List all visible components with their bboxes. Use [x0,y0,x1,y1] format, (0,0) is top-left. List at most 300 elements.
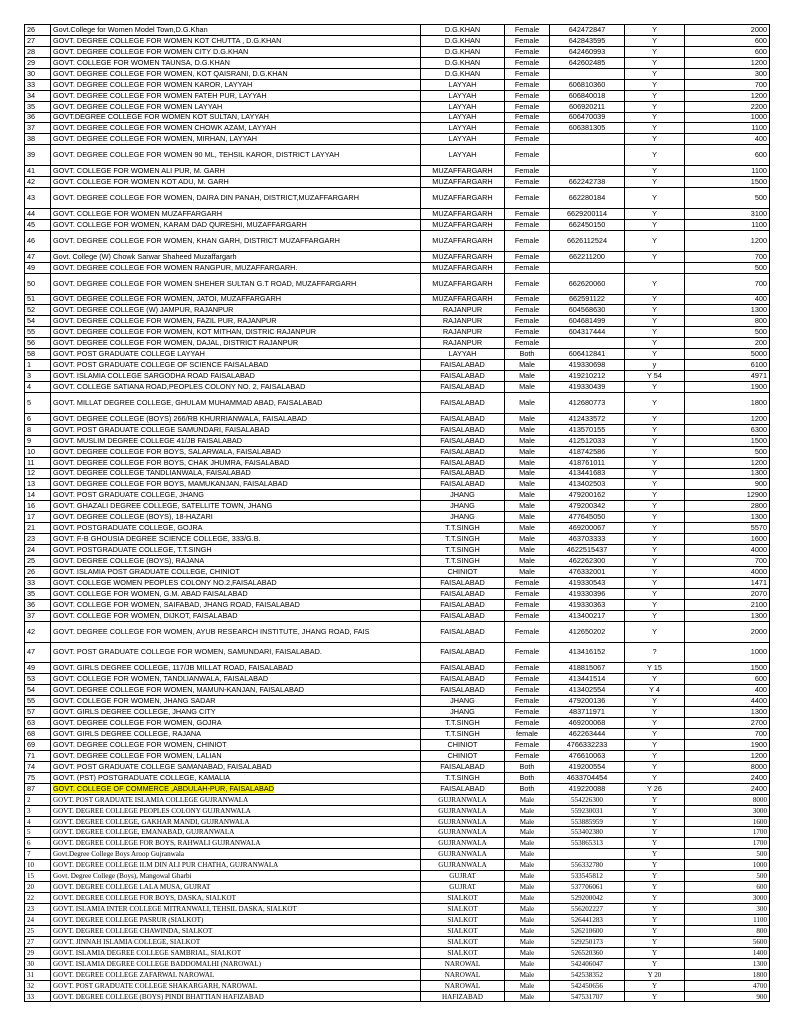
serial-number-cell: 87 [25,783,51,794]
serial-number-cell: 37 [25,610,51,621]
gender-cell: Female [505,46,550,57]
enrollment-cell: 1000 [685,112,770,123]
enrollment-cell: 1600 [685,816,770,827]
district-cell: LAYYAH [421,101,505,112]
status-cell: Y [625,882,685,893]
enrollment-cell: 700 [685,251,770,262]
phone-cell: 419330396 [550,588,625,599]
enrollment-cell: 2070 [685,588,770,599]
table-row [25,534,770,545]
phone-cell: 606810360 [550,79,625,90]
gender-cell: Male [505,371,550,382]
phone-cell: 4622515437 [550,545,625,556]
college-name-cell: GOVT. ISLAMIA DEGREE COLLEGE SAMBRIAL, SIALKOT [51,947,421,958]
college-name-cell: GOVT. DEGREE COLLEGE FOR WOMEN, DAJAL, DISTRICT RAJANPUR [51,338,421,349]
serial-number-cell: 4 [25,816,51,827]
gender-cell: Male [505,947,550,958]
enrollment-cell: 2400 [685,783,770,794]
gender-cell: Female [505,577,550,588]
phone-cell: 412650202 [550,621,625,642]
status-cell: Y [625,750,685,761]
gender-cell: Male [505,882,550,893]
enrollment-cell: 3000 [685,805,770,816]
table-row [25,674,770,685]
enrollment-cell: 1100 [685,219,770,230]
status-cell: Y [625,79,685,90]
enrollment-cell: 400 [685,685,770,696]
gender-cell: Male [505,382,550,393]
serial-number-cell: 32 [25,980,51,991]
district-cell: T.T.SINGH [421,729,505,740]
district-cell: FAISALABAD [421,424,505,435]
serial-number-cell: 30 [25,68,51,79]
status-cell: Y [625,435,685,446]
phone-cell: 642602485 [550,57,625,68]
status-cell: Y [625,273,685,294]
gender-cell: Female [505,123,550,134]
serial-number-cell: 46 [25,230,51,251]
serial-number-cell: 23 [25,534,51,545]
table-row [25,599,770,610]
district-cell: FAISALABAD [421,446,505,457]
college-name-cell: Govt. College (W) Chowk Sarwar Shaheed Muzaffargarh [51,251,421,262]
enrollment-cell: 5600 [685,936,770,947]
phone-cell: 413441514 [550,674,625,685]
enrollment-cell: 5000 [685,349,770,360]
gender-cell: Female [505,599,550,610]
status-cell: Y [625,794,685,805]
table-row [25,707,770,718]
district-cell: GUJRANWALA [421,816,505,827]
phone-cell: 412512033 [550,435,625,446]
gender-cell: Female [505,316,550,327]
phone-cell: 477645050 [550,512,625,523]
enrollment-cell: 1500 [685,663,770,674]
enrollment-cell: 1200 [685,90,770,101]
table-row [25,424,770,435]
enrollment-cell: 500 [685,188,770,209]
district-cell: FAISALABAD [421,382,505,393]
phone-cell: 479200162 [550,490,625,501]
district-cell: LAYYAH [421,145,505,166]
college-name-cell: GOVT. POST GRADUATE COLLEGE SAMUNDARI, FAISALABAD [51,424,421,435]
enrollment-cell: 1300 [685,468,770,479]
phone-cell: 553402380 [550,827,625,838]
table-row [25,750,770,761]
enrollment-cell: 2100 [685,599,770,610]
status-cell: Y [625,392,685,413]
gender-cell: Female [505,588,550,599]
serial-number-cell: 54 [25,316,51,327]
district-cell: GUJRANWALA [421,860,505,871]
table-row [25,794,770,805]
enrollment-cell: 700 [685,79,770,90]
status-cell: Y 20 [625,969,685,980]
district-cell: LAYYAH [421,112,505,123]
college-name-cell: GOVT. POST GRADUATE COLLEGE FOR WOMEN, SAMUNDARI, FAISALABAD. [51,642,421,663]
college-name-cell: GOVT. DEGREE COLLEGE FOR WOMEN RANGPUR, MUZAFFARGARH. [51,262,421,273]
enrollment-cell: 2400 [685,772,770,783]
status-cell: Y [625,816,685,827]
district-cell: D.G.KHAN [421,57,505,68]
status-cell: Y [625,305,685,316]
college-name-cell: GOVT. GIRLS DEGREE COLLEGE, RAJANA [51,729,421,740]
serial-number-cell: 44 [25,208,51,219]
phone-cell: 526520360 [550,947,625,958]
serial-number-cell: 26 [25,566,51,577]
gender-cell: Female [505,621,550,642]
phone-cell: 604568630 [550,305,625,316]
gender-cell: Male [505,457,550,468]
phone-cell: 413400217 [550,610,625,621]
college-name-cell: GOVT. GIRLS DEGREE COLLEGE, JHANG CITY [51,707,421,718]
phone-cell: 526441283 [550,914,625,925]
status-cell: Y 4 [625,685,685,696]
gender-cell: Female [505,57,550,68]
status-cell: Y [625,457,685,468]
college-name-cell: GOVT. DEGREE COLLEGE FOR WOMEN, MIRHAN, LAYYAH [51,134,421,145]
district-cell: FAISALABAD [421,663,505,674]
serial-number-cell: 50 [25,273,51,294]
district-cell: FAISALABAD [421,479,505,490]
serial-number-cell: 42 [25,177,51,188]
phone-cell: 606412841 [550,349,625,360]
phone-cell: 479200342 [550,501,625,512]
serial-number-cell: 30 [25,958,51,969]
district-cell: MUZAFFARGARH [421,208,505,219]
college-name-cell: GOVT.DEGREE COLLEGE FOR WOMEN KOT SULTAN, LAYYAH [51,112,421,123]
table-row [25,46,770,57]
serial-number-cell: 11 [25,457,51,468]
district-cell: MUZAFFARGARH [421,230,505,251]
serial-number-cell: 47 [25,642,51,663]
serial-number-cell: 20 [25,882,51,893]
table-row [25,969,770,980]
college-name-cell: GOVT. DEGREE COLLEGE FOR WOMEN, AYUB RESEARCH INSTITUTE, JHANG ROAD, FAIS [51,621,421,642]
serial-number-cell: 55 [25,327,51,338]
serial-number-cell: 1 [25,360,51,371]
district-cell: FAISALABAD [421,457,505,468]
district-cell: MUZAFFARGARH [421,262,505,273]
phone-cell: 542406047 [550,958,625,969]
phone-cell: 553885959 [550,816,625,827]
college-name-cell: GOVT. COLLEGE FOR WOMEN MUZAFFARGARH [51,208,421,219]
table-row [25,827,770,838]
status-cell: Y [625,166,685,177]
district-cell: FAISALABAD [421,577,505,588]
status-cell: Y [625,566,685,577]
phone-cell: 526210600 [550,925,625,936]
college-name-cell: GOVT. POST GRADUATE COLLEGE LAYYAH [51,349,421,360]
table-row [25,68,770,79]
enrollment-cell: 4000 [685,566,770,577]
table-row [25,925,770,936]
table-row [25,479,770,490]
status-cell: Y [625,610,685,621]
district-cell: FAISALABAD [421,685,505,696]
college-name-cell: GOVT. DEGREE COLLEGE FOR BOYS, MAMUKANJAN, FAISALABAD [51,479,421,490]
serial-number-cell: 5 [25,827,51,838]
district-cell: T.T.SINGH [421,556,505,567]
status-cell: Y [625,991,685,1002]
enrollment-cell: 1000 [685,642,770,663]
college-name-cell: GOVT. DEGREE COLLEGE (BOYS), 18-HAZARI [51,512,421,523]
status-cell: Y [625,936,685,947]
table-row [25,849,770,860]
phone-cell: 556332780 [550,860,625,871]
college-name-cell: GOVT. DEGREE COLLEGE FOR WOMEN, MAMUN-KANJAN, FAISALABAD [51,685,421,696]
phone-cell: 476610063 [550,750,625,761]
district-cell: MUZAFFARGARH [421,219,505,230]
status-cell: Y [625,958,685,969]
enrollment-cell: 300 [685,68,770,79]
college-name-cell: GOVT. MUSLIM DEGREE COLLEGE 41/JB FAISALABAD [51,435,421,446]
enrollment-cell: 12900 [685,490,770,501]
enrollment-cell: 2000 [685,621,770,642]
enrollment-cell: 1200 [685,413,770,424]
gender-cell: Male [505,523,550,534]
enrollment-cell: 1600 [685,534,770,545]
table-row [25,545,770,556]
phone-cell: 662450150 [550,219,625,230]
district-cell: RAJANPUR [421,305,505,316]
status-cell: Y [625,327,685,338]
gender-cell: Male [505,805,550,816]
enrollment-cell: 8000 [685,761,770,772]
serial-number-cell: 9 [25,435,51,446]
gender-cell: Female [505,208,550,219]
serial-number-cell: 52 [25,305,51,316]
enrollment-cell: 1200 [685,230,770,251]
district-cell: HAFIZABAD [421,991,505,1002]
gender-cell: Male [505,838,550,849]
table-row [25,145,770,166]
district-cell: SIALKOT [421,893,505,904]
gender-cell: Male [505,936,550,947]
college-name-cell: Govt. Degree College (Boys), Mangowal Gharbi [51,871,421,882]
table-row [25,621,770,642]
table-row [25,134,770,145]
district-cell: LAYYAH [421,123,505,134]
college-name-cell: GOVT. DEGREE COLLEGE FOR WOMEN FATEH PUR, LAYYAH [51,90,421,101]
gender-cell: Male [505,392,550,413]
college-name-cell: GOVT. DEGREE COLLEGE FOR BOYS, CHAK JHUMRA, FAISALABAD [51,457,421,468]
enrollment-cell: 1400 [685,947,770,958]
district-cell: T.T.SINGH [421,523,505,534]
serial-number-cell: 75 [25,772,51,783]
table-row [25,501,770,512]
college-name-cell: GOVT. DEGREE COLLEGE, EMANABAD, GUJRANWALA [51,827,421,838]
district-cell: JHANG [421,696,505,707]
serial-number-cell: 69 [25,739,51,750]
table-row [25,219,770,230]
phone-cell: 469200067 [550,523,625,534]
serial-number-cell: 5 [25,392,51,413]
gender-cell: Male [505,860,550,871]
district-cell: LAYYAH [421,79,505,90]
table-row [25,904,770,915]
phone-cell [550,68,625,79]
enrollment-cell: 500 [685,327,770,338]
gender-cell: Both [505,783,550,794]
gender-cell: Female [505,718,550,729]
phone-cell [550,338,625,349]
serial-number-cell: 33 [25,991,51,1002]
table-row [25,947,770,958]
status-cell [625,262,685,273]
college-name-cell: GOVT. DEGREE COLLEGE FOR WOMEN SHEHER SULTAN G.T ROAD, MUZAFFARGARH [51,273,421,294]
enrollment-cell: 4400 [685,696,770,707]
status-cell: Y [625,925,685,936]
table-row [25,512,770,523]
gender-cell: Female [505,79,550,90]
college-name-cell: GOVT. DEGREE COLLEGE FOR WOMEN CHOWK AZAM, LAYYAH [51,123,421,134]
district-cell: SIALKOT [421,925,505,936]
gender-cell: Male [505,980,550,991]
phone-cell [550,145,625,166]
status-cell: Y [625,860,685,871]
status-cell: Y [625,46,685,57]
college-name-cell: GOVT. DEGREE COLLEGE FOR WOMEN 90 ML, TEHSIL KAROR, DISTRICT LAYYAH [51,145,421,166]
gender-cell: Female [505,338,550,349]
status-cell: Y [625,57,685,68]
status-cell: Y [625,772,685,783]
enrollment-cell: 300 [685,904,770,915]
serial-number-cell: 3 [25,371,51,382]
serial-number-cell: 33 [25,79,51,90]
table-row [25,642,770,663]
phone-cell: 419220088 [550,783,625,794]
district-cell: SIALKOT [421,914,505,925]
college-name-cell: Govt.Degree College Boys Aroop Gujranwala [51,849,421,860]
status-cell: Y [625,101,685,112]
college-name-cell: GOVT. POST GRADUATE COLLEGE, JHANG [51,490,421,501]
phone-cell: 606920211 [550,101,625,112]
college-name-cell: GOVT. COLLEGE FOR WOMEN KOT ADU, M. GARH [51,177,421,188]
college-name-cell: GOVT. DEGREE COLLEGE (BOYS), RAJANA [51,556,421,567]
serial-number-cell: 6 [25,413,51,424]
college-name-cell: GOVT. DEGREE COLLEGE FOR WOMEN CITY D.G.KHAN [51,46,421,57]
phone-cell: 6629200114 [550,208,625,219]
status-cell: Y [625,904,685,915]
gender-cell: Both [505,772,550,783]
serial-number-cell: 25 [25,925,51,936]
college-name-cell: GOVT. DEGREE COLLEGE TANDLIANWALA, FAISALABAD [51,468,421,479]
district-cell: JHANG [421,707,505,718]
district-cell: RAJANPUR [421,338,505,349]
serial-number-cell: 42 [25,621,51,642]
gender-cell: Male [505,490,550,501]
serial-number-cell: 13 [25,479,51,490]
phone-cell: 642843595 [550,35,625,46]
table-body [25,25,770,1002]
enrollment-cell: 1900 [685,382,770,393]
phone-cell [550,134,625,145]
district-cell: FAISALABAD [421,761,505,772]
enrollment-cell: 4700 [685,980,770,991]
serial-number-cell: 16 [25,501,51,512]
enrollment-cell: 1900 [685,739,770,750]
district-cell: MUZAFFARGARH [421,166,505,177]
table-row [25,893,770,904]
college-name-cell: GOVT. COLLEGE FOR WOMEN, TANDLIANWALA, FAISALABAD [51,674,421,685]
gender-cell: Female [505,112,550,123]
phone-cell: 537706061 [550,882,625,893]
serial-number-cell: 37 [25,123,51,134]
gender-cell: Male [505,849,550,860]
table-row [25,273,770,294]
table-row [25,360,770,371]
district-cell: MUZAFFARGARH [421,251,505,262]
serial-number-cell: 53 [25,674,51,685]
serial-number-cell: 22 [25,893,51,904]
serial-number-cell: 71 [25,750,51,761]
enrollment-cell: 6300 [685,424,770,435]
enrollment-cell: 400 [685,294,770,305]
table-row [25,371,770,382]
gender-cell: Female [505,642,550,663]
college-name-cell: GOVT. DEGREE COLLEGE FOR WOMEN, KOT QAISRANI, D.G.KHAN [51,68,421,79]
district-cell: GUJRANWALA [421,849,505,860]
table-row [25,57,770,68]
status-cell: Y [625,208,685,219]
district-cell: FAISALABAD [421,642,505,663]
enrollment-cell: 700 [685,729,770,740]
enrollment-cell: 1000 [685,860,770,871]
enrollment-cell: 1700 [685,827,770,838]
college-name-cell: GOVT. POSTGRADUATE COLLEGE, GOJRA [51,523,421,534]
district-cell: CHINIOT [421,739,505,750]
status-cell: Y [625,219,685,230]
district-cell: FAISALABAD [421,621,505,642]
gender-cell: Female [505,25,550,36]
district-cell: LAYYAH [421,134,505,145]
gender-cell: Male [505,914,550,925]
district-cell: LAYYAH [421,349,505,360]
enrollment-cell: 6100 [685,360,770,371]
table-row [25,435,770,446]
phone-cell: 606470039 [550,112,625,123]
phone-cell: 559230031 [550,805,625,816]
enrollment-cell: 600 [685,145,770,166]
status-cell: Y [625,718,685,729]
serial-number-cell: 27 [25,35,51,46]
enrollment-cell: 400 [685,134,770,145]
table-row [25,79,770,90]
table-row [25,349,770,360]
status-cell: Y [625,577,685,588]
status-cell: Y [625,761,685,772]
table-row [25,490,770,501]
college-name-cell: GOVT. COLLEGE FOR WOMEN, SAIFABAD, JHANG ROAD, FAISALABAD [51,599,421,610]
gender-cell: Female [505,177,550,188]
college-name-cell: GOVT. COLLEGE FOR WOMEN, DIJKOT, FAISALABAD [51,610,421,621]
phone-cell: 6626112524 [550,230,625,251]
gender-cell: Male [505,424,550,435]
status-cell: Y [625,145,685,166]
college-name-cell: GOVT. COLLEGE FOR WOMEN TAUNSA, D.G.KHAN [51,57,421,68]
phone-cell: 662242738 [550,177,625,188]
district-cell: JHANG [421,490,505,501]
gender-cell: Female [505,251,550,262]
status-cell: Y 15 [625,663,685,674]
phone-cell: 604681499 [550,316,625,327]
phone-cell [550,849,625,860]
table-row [25,663,770,674]
status-cell: Y [625,501,685,512]
status-cell: Y [625,588,685,599]
table-row [25,101,770,112]
